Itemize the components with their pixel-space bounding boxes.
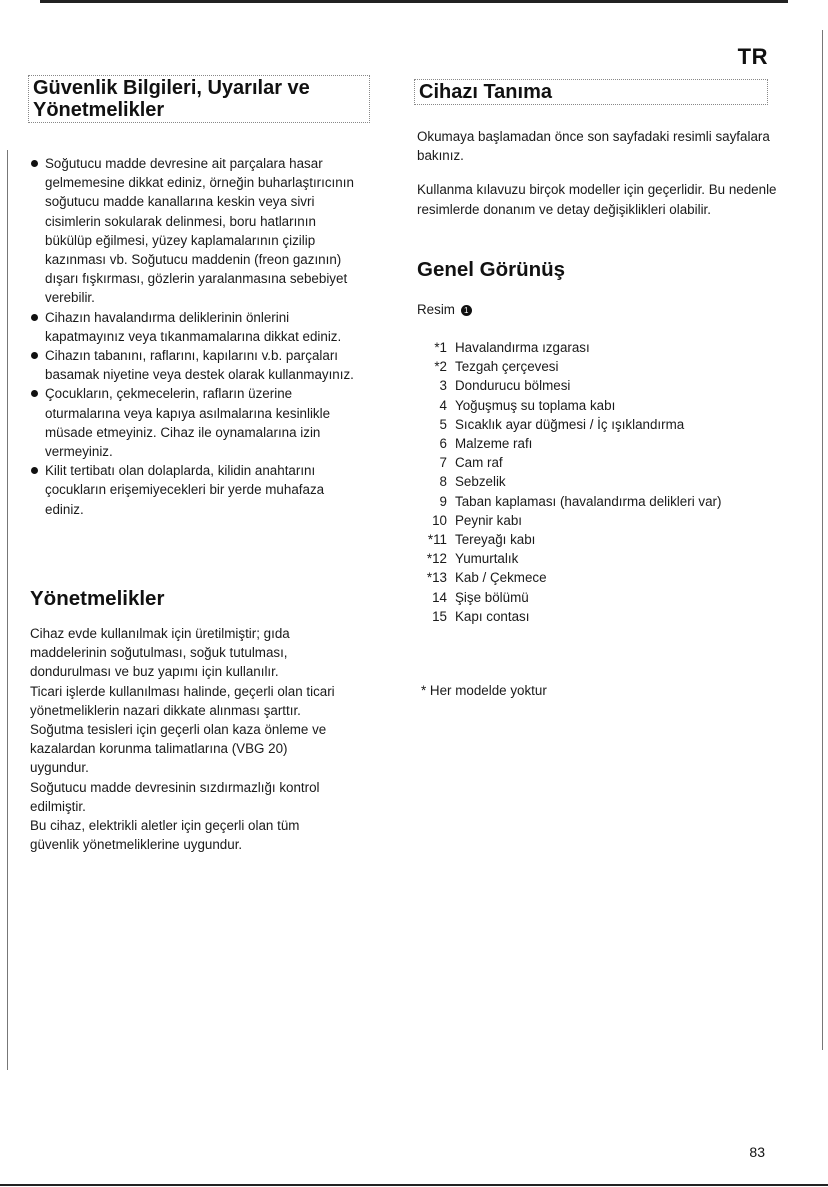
- footnote: * Her modelde yoktur: [421, 683, 547, 698]
- intro-text: [417, 127, 777, 219]
- list-item: Soğutucu madde devresine ait parçalara hasar gelmemesine dikkat ediniz, örneğin buharlaştırıcının soğutucu madde kanallarına keskin veya sivri cisimlerin sokularak delinmesi, boru hatlarının bükülüp eğilmesi, yüzey kaplamalarının çizilip kazınması vb. Soğutucu maddenin (freon gazının) dışarı fışkırması, gözlerin yaralanmasına sebebiyet verebilir.: [30, 154, 365, 308]
- part-label: Yoğuşmuş su toplama kabı: [455, 397, 616, 413]
- part-number: 15: [432, 608, 447, 624]
- safety-bullets: [30, 154, 365, 519]
- list-item: Cihazın tabanını, raflarını, kapılarını v.b. parçaları basamak niyetine veya destek olarak kullanmayınız.: [30, 346, 365, 384]
- part-number: 8: [439, 474, 447, 490]
- parts-list-item: [415, 492, 805, 511]
- figure-reference: [417, 300, 472, 319]
- part-label: Havalandırma ızgarası: [455, 340, 590, 355]
- part-label: Sıcaklık ayar düğmesi / İç ışıklandırma: [455, 416, 685, 432]
- part-number: *12: [426, 551, 447, 567]
- parts-list-item: [415, 549, 805, 568]
- list-item: Çocukların, çekmecelerin, rafların üzerine oturmalarına veya kapıya asılmalarına kesinlikle müsade etmeyiniz. Cihaz ile oynamalarına izin vermeyiniz.: [30, 384, 365, 461]
- part-label: Sebzelik: [455, 474, 506, 490]
- parts-list-item: [415, 415, 805, 434]
- parts-list-item: [415, 607, 805, 626]
- part-number: *2: [434, 359, 447, 375]
- paragraph: Bu cihaz, elektrikli aletler için geçerli olan tüm güvenlik yönetmeliklerine uygundur.: [30, 818, 300, 853]
- part-number: 10: [432, 512, 447, 528]
- part-number: 4: [439, 397, 447, 413]
- parts-list-item: [415, 568, 805, 587]
- part-number: *13: [426, 570, 447, 586]
- parts-list-item: [415, 588, 805, 607]
- parts-list-item: [415, 396, 805, 415]
- parts-list-item: [415, 338, 805, 357]
- part-label: Yumurtalık: [455, 551, 519, 567]
- paragraph: Cihaz evde kullanılmak için üretilmiştir; gıda maddelerinin soğutulması, soğuk tutulması, dondurulması ve buz yapımı için kullanılır.: [30, 626, 290, 680]
- parts-list-item: [415, 357, 805, 376]
- paragraph: Soğutma tesisleri için geçerli olan kaza önleme ve kazalardan korunma talimatlarına (VBG 20) uygundur.: [30, 722, 327, 776]
- part-number: 6: [439, 436, 447, 452]
- parts-list-item: [415, 376, 805, 395]
- figure-number-badge: 1: [461, 305, 472, 316]
- right-margin-line: [822, 30, 823, 1050]
- paragraph: Okumaya başlamadan önce son sayfadaki resimli sayfalara bakınız.: [417, 129, 770, 164]
- parts-list-item: [415, 434, 805, 453]
- safety-title: Güvenlik Bilgileri, Uyarılar ve Yönetmelikler: [28, 75, 370, 123]
- part-label: Peynir kabı: [455, 512, 522, 528]
- part-label: Tereyağı kabı: [455, 532, 536, 548]
- parts-list-item: [415, 453, 805, 472]
- regulations-text: [30, 624, 345, 854]
- part-label: Tezgah çerçevesi: [455, 359, 559, 375]
- top-rule: [40, 0, 788, 3]
- part-number: *1: [434, 340, 447, 355]
- part-label: Kab / Çekmece: [455, 570, 547, 586]
- part-number: 14: [432, 589, 447, 605]
- parts-list-item: [415, 472, 805, 491]
- regulations-heading: Yönetmelikler: [30, 587, 165, 610]
- left-margin-line: [7, 150, 8, 1070]
- general-heading: Genel Görünüş: [417, 258, 566, 281]
- part-number: *11: [427, 532, 447, 548]
- parts-list-item: [415, 511, 805, 530]
- list-item: Kilit tertibatı olan dolaplarda, kilidin anahtarını çocukların erişemiyecekleri bir yerde muhafaza ediniz.: [30, 461, 365, 519]
- parts-list: [415, 338, 805, 626]
- paragraph: Kullanma kılavuzu birçok modeller için geçerlidir. Bu nedenle resimlerde donanım ve detay değişiklikleri olabilir.: [417, 182, 777, 217]
- part-label: Dondurucu bölmesi: [455, 378, 571, 394]
- part-label: Taban kaplaması (havalandırma delikleri var): [455, 493, 722, 509]
- page-number: 83: [749, 1144, 765, 1160]
- part-label: Kapı contası: [455, 608, 530, 624]
- paragraph: Soğutucu madde devresinin sızdırmazlığı kontrol edilmiştir.: [30, 779, 320, 814]
- part-label: Cam raf: [455, 455, 503, 471]
- part-number: 7: [439, 455, 447, 471]
- part-number: 3: [439, 378, 447, 394]
- parts-list-item: [415, 530, 805, 549]
- part-label: Malzeme rafı: [455, 436, 533, 452]
- language-code: TR: [737, 44, 768, 69]
- list-item: Cihazın havalandırma deliklerinin önlerini kapatmayınız veya tıkanmamalarına dikkat ediniz.: [30, 308, 365, 346]
- figure-label: Resim: [417, 302, 455, 317]
- part-number: 5: [439, 416, 447, 432]
- device-title: Cihazı Tanıma: [414, 79, 768, 105]
- bottom-rule: [0, 1184, 828, 1186]
- paragraph: Ticari işlerde kullanılması halinde, geçerli olan ticari yönetmeliklerin nazari dikkate alınması şarttır.: [30, 683, 335, 718]
- part-label: Şişe bölümü: [455, 589, 529, 605]
- part-number: 9: [439, 493, 447, 509]
